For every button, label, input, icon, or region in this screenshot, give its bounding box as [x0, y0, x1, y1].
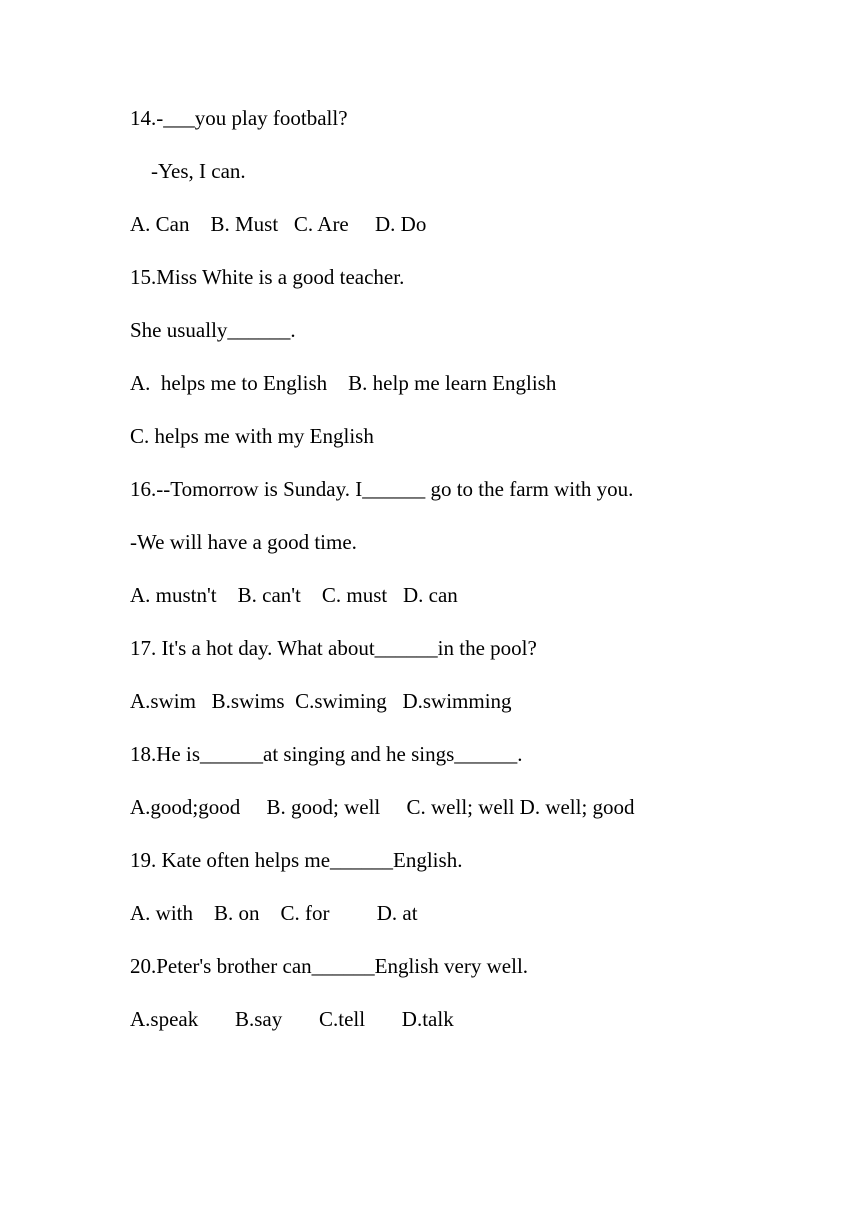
- question-14-options: A. Can B. Must C. Are D. Do: [130, 212, 427, 236]
- question-18-text: 18.He is______at singing and he sings______.: [130, 742, 523, 766]
- question-19-options: A. with B. on C. for D. at: [130, 901, 418, 925]
- question-20-options: A.speak B.say C.tell D.talk: [130, 1007, 454, 1031]
- question-15-option-c: C. helps me with my English: [130, 424, 374, 448]
- question-17-options: A.swim B.swims C.swiming D.swimming: [130, 689, 512, 713]
- question-16-response: -We will have a good time.: [130, 530, 357, 554]
- question-15-text: 15.Miss White is a good teacher.: [130, 265, 405, 289]
- question-17-text: 17. It's a hot day. What about______in the pool?: [130, 636, 537, 660]
- question-19-text: 19. Kate often helps me______English.: [130, 848, 463, 872]
- question-15-blank-line: She usually______.: [130, 318, 296, 342]
- question-18-options: A.good;good B. good; well C. well; well D. well; good: [130, 795, 635, 819]
- question-20-text: 20.Peter's brother can______English very well.: [130, 954, 529, 978]
- question-15-options-ab: A. helps me to English B. help me learn English: [130, 371, 557, 395]
- question-14-response: -Yes, I can.: [130, 159, 246, 183]
- question-16-options: A. mustn't B. can't C. must D. can: [130, 583, 458, 607]
- question-14-text: 14.-___you play football?: [130, 106, 348, 130]
- question-16-text: 16.--Tomorrow is Sunday. I______ go to the farm with you.: [130, 477, 634, 501]
